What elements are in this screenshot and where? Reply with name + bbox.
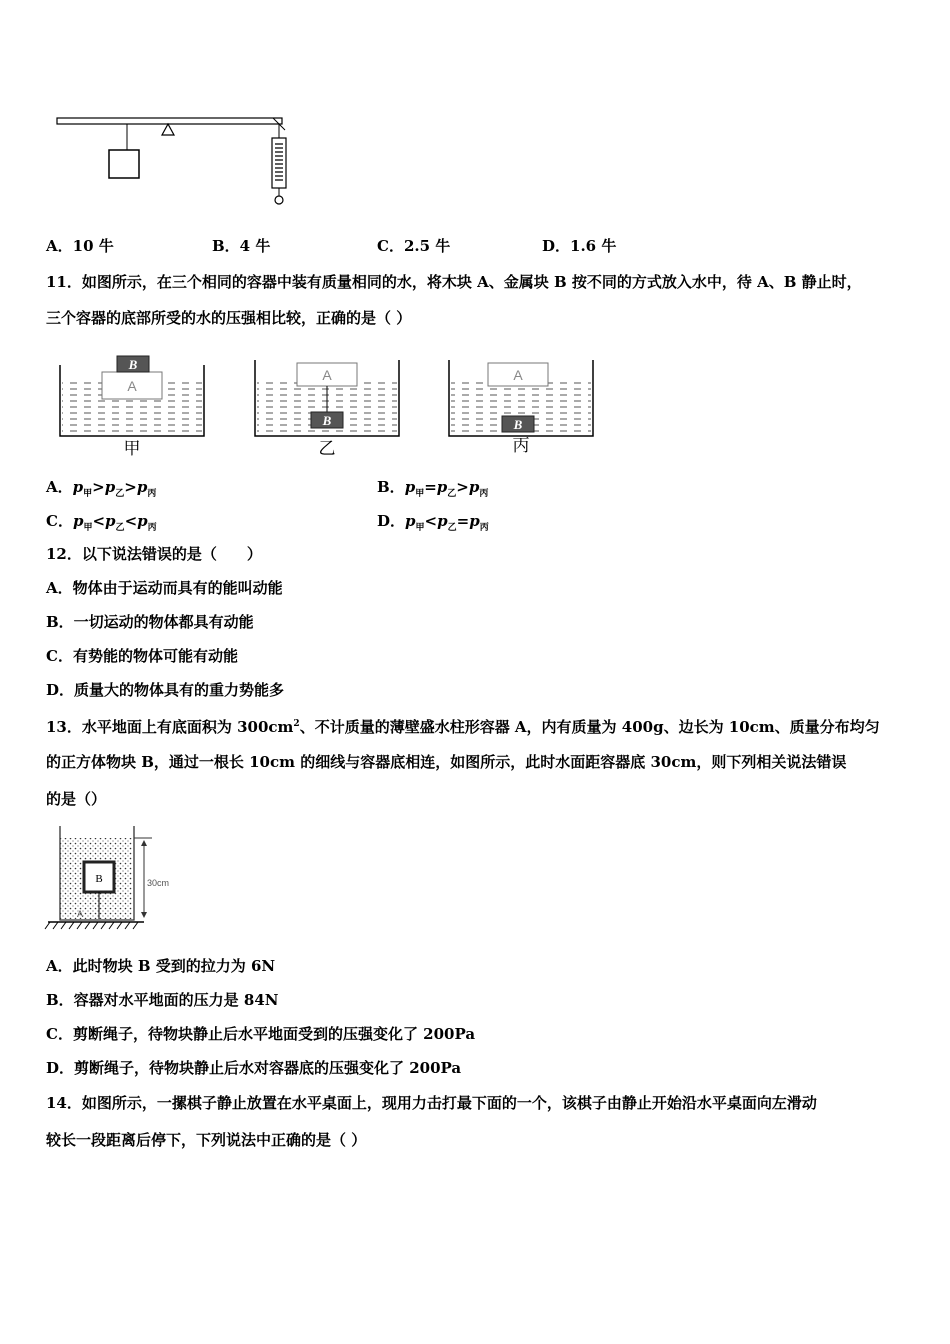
q11-stem-line1: 11．如图所示，在三个相同的容器中装有质量相同的水，将木块 A、金属块 B 按不同的方式放入水中，待 A、B 静止时， xyxy=(46,273,862,291)
q14-stem-line2: 较长一段距离后停下，下列说法中正确的是（ ） xyxy=(46,1131,367,1149)
hanging-block xyxy=(109,150,139,178)
container-bing xyxy=(449,360,593,456)
label-jia: 甲 xyxy=(123,439,141,459)
q10-option-c: C．2.5 牛 xyxy=(377,237,451,255)
q13-option-b: B．容器对水平地面的压力是 84N xyxy=(46,991,279,1009)
container-yi xyxy=(255,360,399,459)
q13-stem-line3: 的是（） xyxy=(46,790,107,808)
q12-option-a: A．物体由于运动而具有的能叫动能 xyxy=(46,579,283,597)
q11-option-d: D．$p_甲<p_乙=p_丙$ xyxy=(377,512,489,533)
q11-option-b: B．$p_甲=p_乙>p_丙$ xyxy=(377,478,489,499)
q10-option-b: B．4 牛 xyxy=(212,237,271,255)
q12-stem: 12．以下说法错误的是（ ） xyxy=(46,545,262,563)
lever-bar xyxy=(57,118,282,124)
label-b-jia: B xyxy=(128,357,138,372)
q13-stem-line1: 13．水平地面上有底面积为 $300cm^2$、不计质量的薄壁盛水柱形容器 A，内有质量为 400g、边长为 10cm、质量分布均匀 xyxy=(46,718,880,736)
q13-option-a: A．此时物块 B 受到的拉力为 6N xyxy=(46,957,276,975)
label-yi: 乙 xyxy=(318,439,336,459)
q12-option-b: B．一切运动的物体都具有动能 xyxy=(46,613,254,631)
spring-scale xyxy=(272,138,286,204)
q11-stem-line2: 三个容器的底部所受的水的压强相比较，正确的是（ ） xyxy=(46,309,412,327)
q12-option-c: C．有势能的物体可能有动能 xyxy=(46,647,238,665)
q12-option-d: D．质量大的物体具有的重力势能多 xyxy=(46,681,285,699)
container-block-figure xyxy=(44,822,184,937)
q10-option-a: A．10 牛 xyxy=(46,237,114,255)
container-jia xyxy=(60,356,204,459)
container-a-label: A xyxy=(77,909,84,919)
label-a-bing: A xyxy=(513,367,523,383)
q13-option-d: D．剪断绳子，待物块静止后水对容器底的压强变化了 200Pa xyxy=(46,1059,462,1077)
q13-stem-line2: 的正方体物块 B，通过一根长 10cm 的细线与容器底相连，如图所示，此时水面距容器底 30cm，则下列相关说法错误 xyxy=(46,753,847,771)
q11-option-c: C．$p_甲<p_乙<p_丙$ xyxy=(46,512,157,533)
label-bing: 丙 xyxy=(512,436,530,456)
lever-figure xyxy=(50,110,290,215)
height-label: 30cm xyxy=(147,878,170,888)
q11-option-a: A．$p_甲>p_乙>p_丙$ xyxy=(46,478,157,499)
label-b-bing: B xyxy=(513,417,523,432)
label-a-yi: A xyxy=(322,367,332,383)
block-b-label: B xyxy=(95,873,103,885)
fulcrum xyxy=(162,124,174,135)
q13-option-c: C．剪断绳子，待物块静止后水平地面受到的压强变化了 200Pa xyxy=(46,1025,476,1043)
q10-option-d: D．1.6 牛 xyxy=(542,237,617,255)
label-a-jia: A xyxy=(127,378,137,394)
containers-figure xyxy=(55,350,600,460)
q14-stem-line1: 14．如图所示，一摞棋子静止放置在水平桌面上，现用力击打最下面的一个，该棋子由静止开始沿水平桌面向左滑动 xyxy=(46,1094,817,1112)
label-b-yi: B xyxy=(322,413,332,428)
